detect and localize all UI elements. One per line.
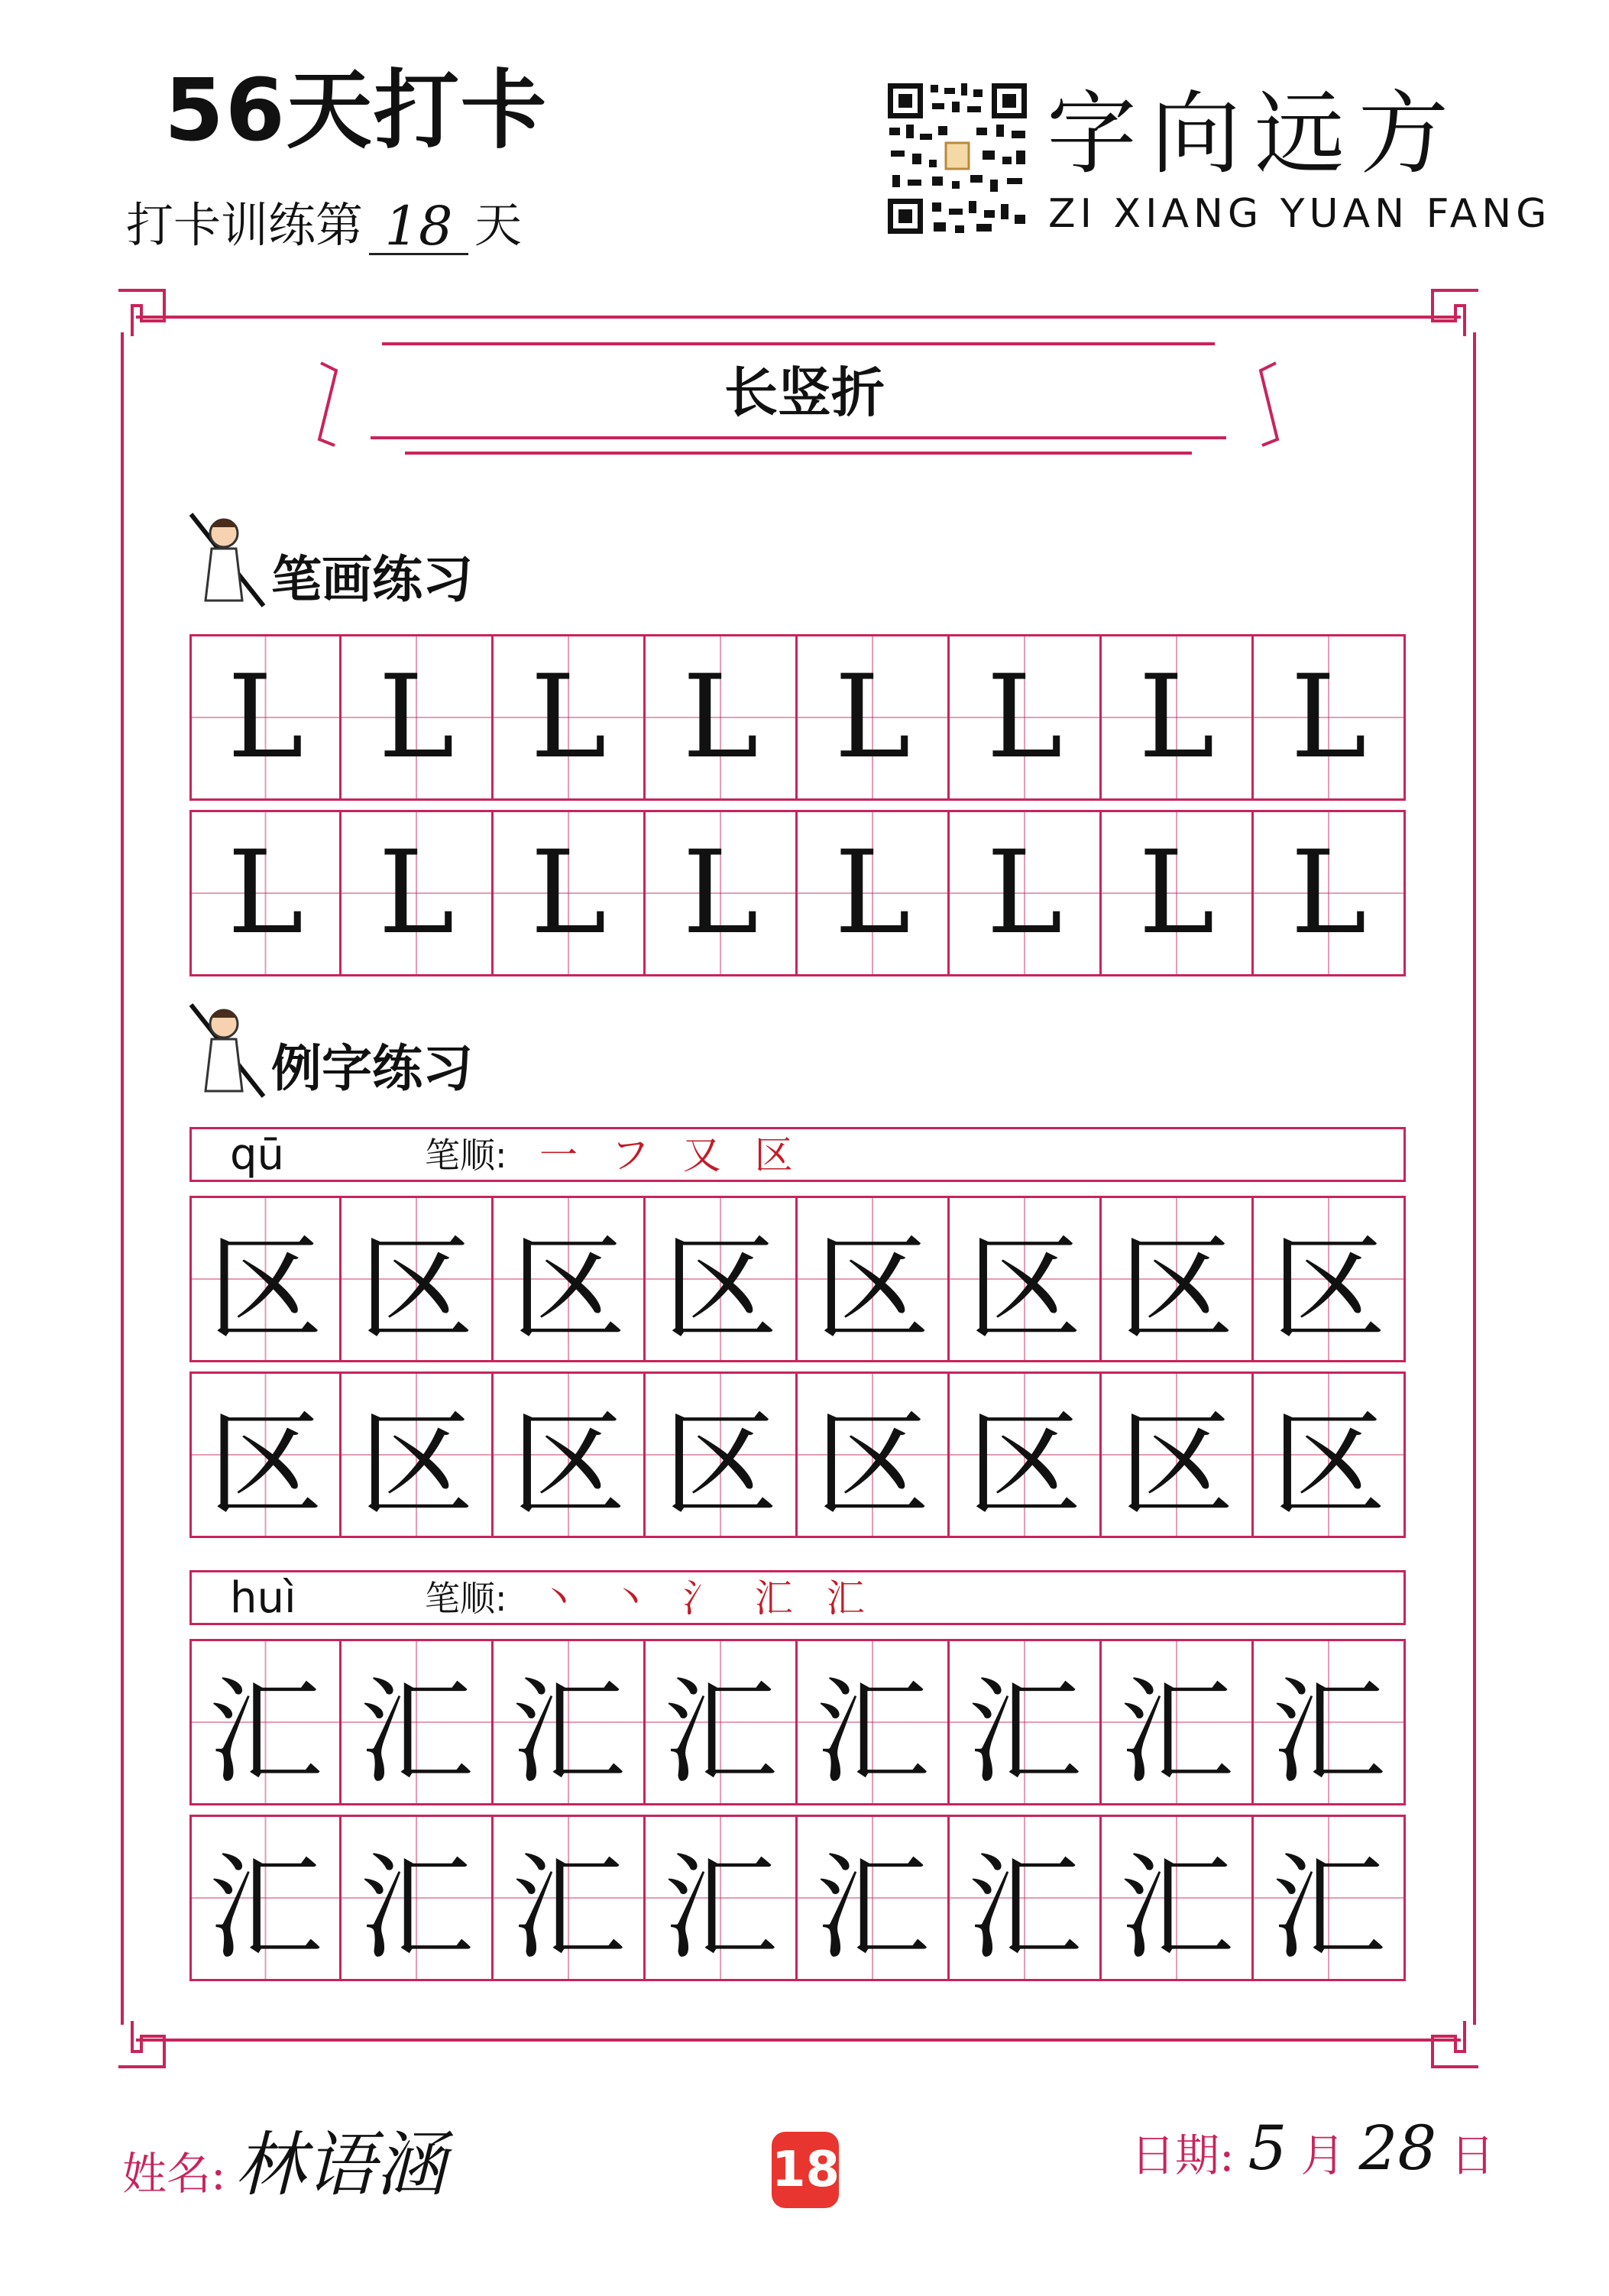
practice-cell xyxy=(646,1815,798,1981)
practice-character: 区 xyxy=(1271,1399,1386,1532)
practice-cell xyxy=(1254,634,1406,801)
practice-cell xyxy=(1102,1639,1254,1805)
practice-character: 区 xyxy=(1119,1223,1234,1356)
practice-cell xyxy=(189,1371,342,1538)
practice-character: 区 xyxy=(814,1399,930,1532)
practice-character: 区 xyxy=(208,1399,323,1532)
practice-cell xyxy=(494,634,646,801)
practice-cell xyxy=(494,1639,646,1805)
practice-cell xyxy=(798,1639,950,1805)
practice-cell xyxy=(342,810,494,976)
practice-character: 汇 xyxy=(662,1666,778,1799)
practice-cell xyxy=(189,634,342,801)
practice-character: 区 xyxy=(966,1223,1082,1356)
student-writing-icon xyxy=(187,510,271,610)
practice-character: L xyxy=(1290,651,1367,784)
practice-cell xyxy=(950,810,1102,976)
stroke-grid-row xyxy=(189,634,1406,801)
practice-character: 汇 xyxy=(1119,1842,1234,1975)
practice-character: L xyxy=(834,651,911,784)
day-prefix: 打卡训练第 xyxy=(126,197,364,253)
practice-character: L xyxy=(378,827,455,960)
practice-character: 汇 xyxy=(208,1842,323,1975)
practice-character: 汇 xyxy=(1271,1666,1386,1799)
practice-cell xyxy=(494,1815,646,1981)
example-grid-row xyxy=(189,1639,1406,1805)
practice-cell xyxy=(342,1815,494,1981)
practice-cell xyxy=(950,1196,1102,1362)
practice-cell xyxy=(1102,634,1254,801)
practice-cell xyxy=(342,1196,494,1362)
practice-cell xyxy=(646,810,798,976)
practice-cell xyxy=(494,1371,646,1538)
practice-character: 区 xyxy=(208,1223,323,1356)
brand-name-english: ZI XIANG YUAN FANG xyxy=(1048,191,1552,237)
practice-character: 区 xyxy=(358,1223,474,1356)
stroke-order-label: 笔顺: xyxy=(425,1578,507,1619)
practice-character: 汇 xyxy=(1119,1666,1234,1799)
student-name xyxy=(122,2109,446,2210)
practice-character: 汇 xyxy=(662,1842,778,1975)
stroke-order: 一 フ 又 区 xyxy=(539,1133,804,1177)
stroke-grid-row xyxy=(189,810,1406,976)
practice-cell xyxy=(494,1196,646,1362)
practice-cell xyxy=(798,810,950,976)
practice-character: L xyxy=(378,651,455,784)
practice-character: 区 xyxy=(1119,1399,1234,1532)
practice-cell xyxy=(189,1639,342,1805)
practice-character: L xyxy=(227,651,304,784)
practice-cell xyxy=(189,810,342,976)
practice-cell xyxy=(950,1815,1102,1981)
practice-cell xyxy=(798,1196,950,1362)
pinyin: qū xyxy=(230,1130,285,1180)
page-title: 56天打卡 xyxy=(164,61,548,160)
practice-character: 汇 xyxy=(814,1666,930,1799)
practice-character: 区 xyxy=(510,1399,626,1532)
pinyin: huì xyxy=(230,1573,296,1623)
practice-cell xyxy=(1102,1196,1254,1362)
name-value: 林语涵 xyxy=(235,2124,446,2206)
stroke-order-label: 笔顺: xyxy=(425,1135,507,1176)
practice-character: 区 xyxy=(662,1223,778,1356)
practice-cell xyxy=(798,1815,950,1981)
date-label: 日期: xyxy=(1131,2129,1235,2181)
practice-character: 汇 xyxy=(510,1666,626,1799)
practice-cell xyxy=(646,634,798,801)
practice-character: L xyxy=(834,827,911,960)
practice-character: L xyxy=(986,827,1063,960)
practice-cell xyxy=(646,1371,798,1538)
day-counter xyxy=(126,187,522,255)
example-grid-row xyxy=(189,1371,1406,1538)
practice-character: 汇 xyxy=(358,1842,474,1975)
practice-cell xyxy=(646,1196,798,1362)
day-label: 日 xyxy=(1450,2129,1495,2181)
practice-character: 区 xyxy=(662,1399,778,1532)
practice-character: L xyxy=(986,651,1063,784)
practice-cell xyxy=(1102,1815,1254,1981)
practice-character: 区 xyxy=(1271,1223,1386,1356)
practice-cell xyxy=(1254,1371,1406,1538)
day-suffix: 天 xyxy=(474,197,523,253)
stroke-order: 丶 丶 氵 汇 汇 xyxy=(539,1576,876,1621)
practice-cell xyxy=(950,1639,1102,1805)
example-grid-row xyxy=(189,1815,1406,1981)
pinyin-bar xyxy=(189,1570,1406,1625)
practice-cell xyxy=(950,1371,1102,1538)
practice-character: 汇 xyxy=(966,1842,1082,1975)
practice-character: 汇 xyxy=(814,1842,930,1975)
practice-cell xyxy=(342,634,494,801)
practice-character: L xyxy=(227,827,304,960)
qr-code-icon xyxy=(885,80,1030,237)
practice-character: 区 xyxy=(510,1223,626,1356)
lesson-heading: 长竖折 xyxy=(724,361,885,424)
brand-name: 字向远方 xyxy=(1047,81,1463,186)
pinyin-bar xyxy=(189,1127,1406,1182)
student-writing-icon xyxy=(187,1001,271,1100)
month-label: 月 xyxy=(1300,2129,1345,2181)
practice-character: L xyxy=(1138,651,1215,784)
practice-character: 汇 xyxy=(966,1666,1082,1799)
practice-cell xyxy=(1254,1815,1406,1981)
date-day: 28 xyxy=(1358,2113,1437,2184)
day-number: 18 xyxy=(369,199,468,255)
example-grid-row xyxy=(189,1196,1406,1362)
stroke-section-title: 笔画练习 xyxy=(271,550,473,609)
practice-character: L xyxy=(1138,827,1215,960)
practice-cell xyxy=(189,1815,342,1981)
practice-character: 汇 xyxy=(510,1842,626,1975)
example-section-title: 例字练习 xyxy=(271,1039,473,1098)
practice-cell xyxy=(646,1639,798,1805)
practice-character: 汇 xyxy=(358,1666,474,1799)
practice-cell xyxy=(189,1196,342,1362)
practice-character: 区 xyxy=(966,1399,1082,1532)
practice-character: 区 xyxy=(814,1223,930,1356)
page-number-badge: 18 xyxy=(772,2132,839,2208)
practice-character: L xyxy=(530,651,607,784)
date-month: 5 xyxy=(1248,2113,1287,2184)
practice-cell xyxy=(1102,1371,1254,1538)
practice-character: 汇 xyxy=(1271,1842,1386,1975)
practice-cell xyxy=(798,634,950,801)
practice-cell xyxy=(1254,1196,1406,1362)
practice-cell xyxy=(798,1371,950,1538)
practice-cell xyxy=(494,810,646,976)
practice-cell xyxy=(342,1639,494,1805)
practice-character: L xyxy=(530,827,607,960)
name-label: 姓名: xyxy=(122,2148,226,2200)
practice-cell xyxy=(950,634,1102,801)
date xyxy=(1131,2113,1494,2184)
practice-character: 区 xyxy=(358,1399,474,1532)
practice-character: 汇 xyxy=(208,1666,323,1799)
practice-character: L xyxy=(682,651,759,784)
practice-character: L xyxy=(1290,827,1367,960)
practice-cell xyxy=(1254,810,1406,976)
practice-cell xyxy=(1102,810,1254,976)
practice-cell xyxy=(1254,1639,1406,1805)
practice-cell xyxy=(342,1371,494,1538)
practice-character: L xyxy=(682,827,759,960)
